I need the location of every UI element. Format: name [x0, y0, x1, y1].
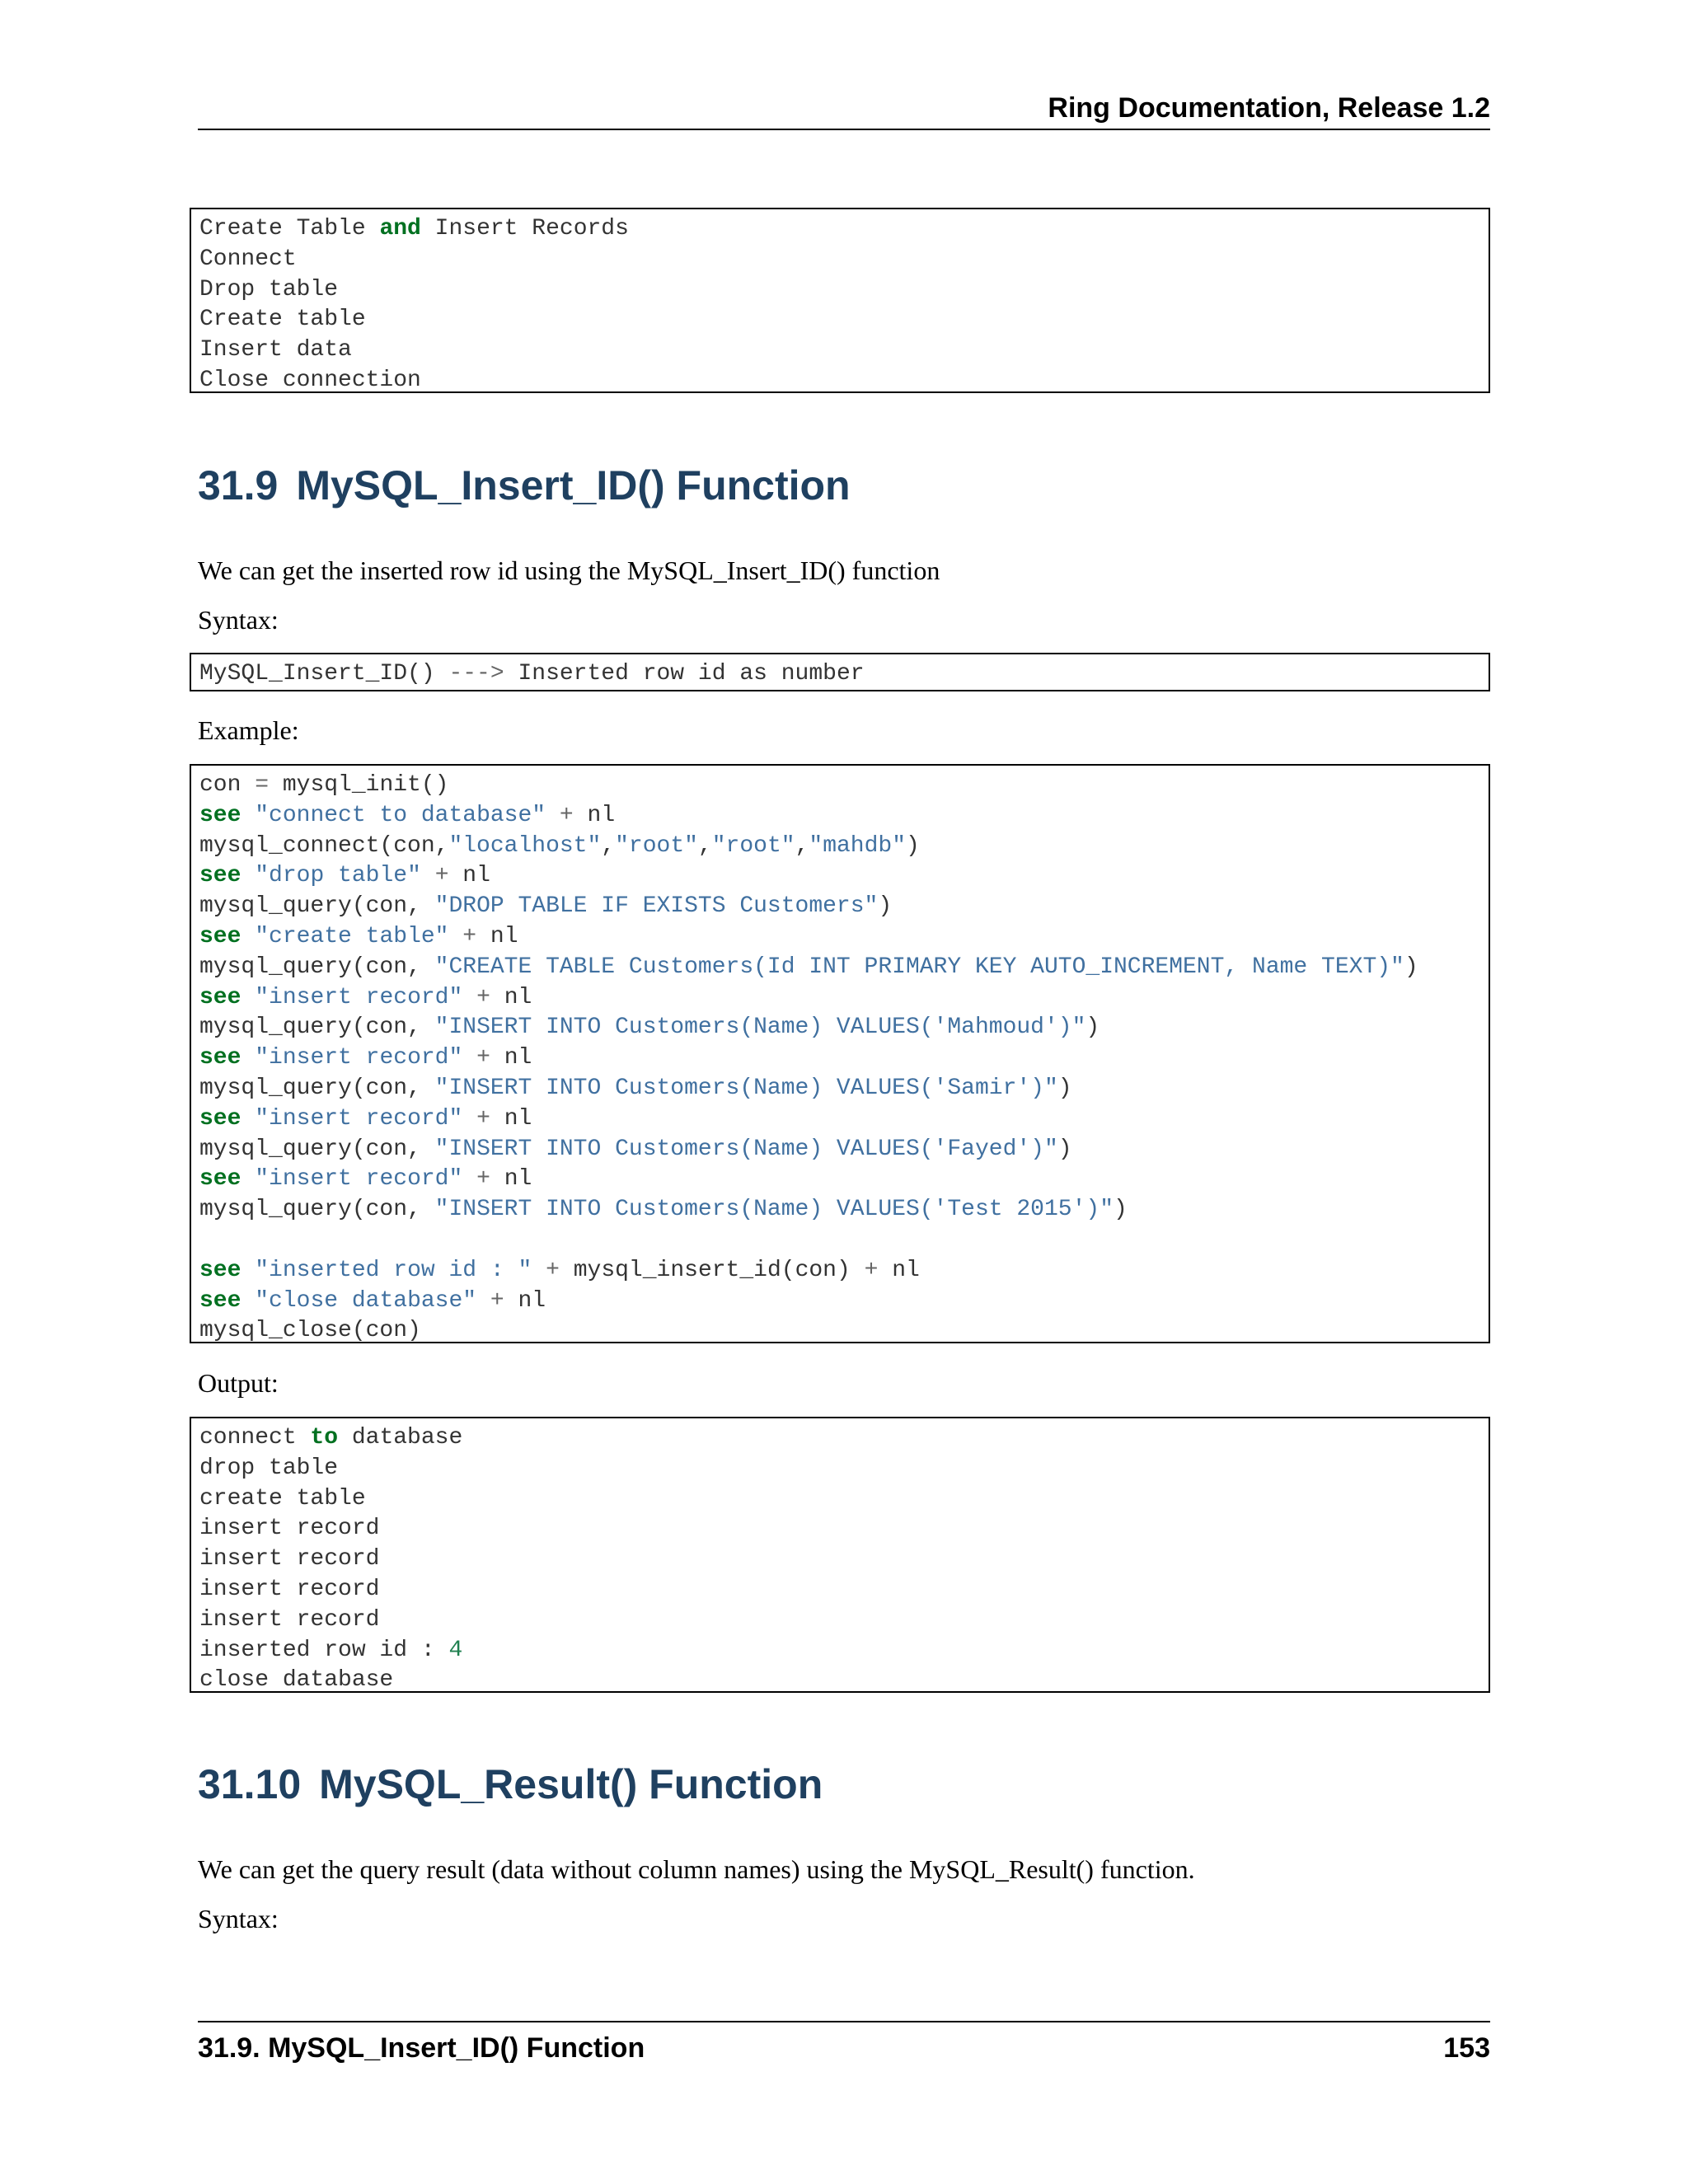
code-token: Drop table — [199, 276, 339, 302]
code-token: create table — [199, 1485, 366, 1511]
code-token: mysql_query(con, — [199, 1015, 435, 1041]
code-token — [462, 1045, 476, 1071]
operator-token: + — [476, 1105, 490, 1132]
code-token: nl — [878, 1257, 920, 1283]
code-token — [421, 863, 435, 888]
code-token: ) — [906, 832, 920, 859]
string-token: "create table" — [255, 923, 449, 949]
keyword-token: see — [199, 1257, 241, 1283]
code-block-output — [190, 1417, 1490, 1693]
section-number: 31.9 — [198, 462, 279, 509]
code-line — [199, 1544, 1489, 1575]
code-token: nl — [490, 1105, 532, 1132]
code-token: nl — [504, 1287, 546, 1314]
code-line — [199, 922, 1489, 953]
syntax-label: Syntax: — [198, 605, 279, 635]
intro-paragraph: We can get the inserted row id using the MySQL_Insert_ID() function — [198, 555, 940, 585]
code-token: ) — [1114, 1197, 1128, 1223]
code-token: mysql_connect(con, — [199, 832, 449, 859]
code-token: mysql_close(con) — [199, 1318, 421, 1344]
code-block-syntax — [190, 653, 1490, 691]
keyword-token: see — [199, 802, 241, 828]
code-token: close database — [199, 1667, 394, 1694]
code-token: Insert data — [199, 337, 352, 363]
example-label: Example: — [198, 715, 299, 745]
code-line — [199, 1043, 1489, 1074]
string-token: "INSERT INTO Customers(Name) VALUES('Samir')" — [434, 1075, 1058, 1101]
section-heading-2 — [198, 1760, 823, 1808]
code-line — [199, 801, 1489, 832]
code-line — [199, 1575, 1489, 1605]
code-line — [199, 953, 1489, 983]
code-token: , — [697, 832, 712, 859]
code-token — [462, 985, 476, 1010]
code-token — [448, 924, 462, 949]
code-line — [199, 214, 1489, 245]
string-token: "CREATE TABLE Customers(Id INT PRIMARY KEY AUTO_INCREMENT, Name TEXT)" — [434, 954, 1404, 980]
string-token: "DROP TABLE IF EXISTS Customers" — [434, 893, 879, 920]
operator-token: + — [559, 802, 574, 828]
code-token: Close connection — [199, 367, 421, 393]
section-title: MySQL_Insert_ID() Function — [296, 462, 851, 509]
code-token: Insert Records — [420, 216, 629, 241]
page-number: 153 — [1443, 2032, 1490, 2064]
code-token — [241, 1166, 255, 1192]
operator-token: + — [476, 984, 490, 1010]
string-token: "insert record" — [255, 1045, 463, 1071]
code-token — [241, 863, 255, 888]
code-token: ) — [1057, 1136, 1072, 1162]
code-line — [199, 1195, 1489, 1226]
code-token: nl — [573, 802, 616, 828]
string-token: "INSERT INTO Customers(Name) VALUES('Test 2015')" — [434, 1197, 1114, 1223]
string-token: "drop table" — [255, 863, 421, 889]
operator-token: + — [490, 1287, 504, 1314]
string-token: "insert record" — [255, 1166, 463, 1193]
code-token — [241, 924, 255, 949]
code-token — [476, 1288, 490, 1314]
code-token: insert record — [199, 1516, 380, 1542]
code-block-example — [190, 764, 1490, 1343]
section-title-2: MySQL_Result() Function — [319, 1761, 823, 1807]
code-token: Create Table — [199, 216, 380, 241]
code-token: insert record — [199, 1606, 380, 1633]
code-line — [199, 1484, 1489, 1515]
operator-token: + — [546, 1257, 560, 1283]
code-token — [241, 985, 255, 1010]
string-token: "root" — [711, 832, 795, 859]
string-token: "INSERT INTO Customers(Name) VALUES('Fayed')" — [434, 1136, 1058, 1162]
code-line — [199, 1605, 1489, 1636]
code-line — [199, 1286, 1489, 1317]
code-token: Connect — [199, 246, 297, 272]
code-token — [241, 1045, 255, 1071]
code-token: , — [601, 832, 616, 859]
code-line — [199, 1666, 1489, 1696]
code-line — [199, 1454, 1489, 1484]
code-token: database — [338, 1425, 463, 1451]
code-line — [199, 1423, 1489, 1454]
operator-token: + — [476, 1045, 490, 1071]
code-line — [199, 1316, 1489, 1347]
running-header: Ring Documentation, Release 1.2 — [1048, 92, 1490, 124]
code-line — [199, 892, 1489, 922]
code-token: connect — [199, 1425, 311, 1451]
code-line — [199, 245, 1489, 275]
code-line — [199, 771, 1489, 801]
string-token: "insert record" — [255, 1105, 463, 1132]
code-token — [241, 1258, 255, 1283]
code-line — [199, 832, 1489, 862]
code-line — [199, 1256, 1489, 1286]
code-token: insert record — [199, 1576, 380, 1602]
code-token: insert record — [199, 1546, 380, 1572]
keyword-token: see — [199, 1166, 241, 1193]
operator-token: + — [462, 923, 477, 949]
code-token: , — [795, 832, 809, 859]
code-line — [199, 983, 1489, 1014]
keyword-token: to — [310, 1425, 339, 1451]
keyword-token: and — [379, 216, 421, 241]
code-token — [241, 803, 255, 828]
code-line — [199, 335, 1489, 366]
code-token: ) — [1085, 1015, 1100, 1041]
keyword-token: see — [199, 1045, 241, 1071]
code-token — [462, 1106, 476, 1132]
section-heading — [198, 462, 851, 509]
operator-token: + — [434, 863, 449, 889]
code-token: mysql_query(con, — [199, 893, 435, 920]
code-line — [199, 1226, 1489, 1256]
code-token: mysql_query(con, — [199, 1136, 435, 1162]
code-token: nl — [490, 1045, 532, 1071]
code-token — [241, 1288, 255, 1314]
code-token: ) — [878, 893, 893, 920]
string-token: "close database" — [255, 1287, 477, 1314]
code-token: mysql_query(con, — [199, 1075, 435, 1101]
string-token: "connect to database" — [255, 802, 546, 828]
string-token: "insert record" — [255, 984, 463, 1010]
code-line — [199, 1104, 1489, 1135]
code-line — [199, 1636, 1489, 1666]
syntax-label-2: Syntax: — [198, 1904, 279, 1933]
code-line — [199, 861, 1489, 892]
intro-paragraph-2: We can get the query result (data without column names) using the MySQL_Result() function. — [198, 1854, 1195, 1884]
code-line — [199, 659, 1489, 690]
operator-token: ---> — [448, 661, 504, 687]
code-token: mysql_query(con, — [199, 1197, 435, 1223]
keyword-token: see — [199, 923, 241, 949]
code-line — [199, 1135, 1489, 1165]
keyword-token: see — [199, 1287, 241, 1314]
string-token: "mahdb" — [809, 832, 907, 859]
code-token: ) — [1404, 954, 1418, 980]
code-line — [199, 1013, 1489, 1043]
operator-token: = — [255, 772, 270, 798]
code-token: nl — [490, 984, 532, 1010]
string-token: "localhost" — [448, 832, 602, 859]
code-block-top-output — [190, 208, 1490, 393]
code-token: mysql_query(con, — [199, 954, 435, 980]
code-token — [532, 1258, 546, 1283]
string-token: "inserted row id : " — [255, 1257, 532, 1283]
number-token: 4 — [448, 1637, 463, 1663]
code-token: nl — [448, 863, 490, 889]
code-token: inserted row id : — [199, 1637, 449, 1663]
code-token — [546, 803, 560, 828]
code-token: Create table — [199, 307, 366, 333]
header-rule — [198, 129, 1490, 130]
code-token: mysql_init() — [269, 772, 449, 798]
section-number-2: 31.10 — [198, 1761, 302, 1807]
string-token: "INSERT INTO Customers(Name) VALUES('Mahmoud')" — [434, 1015, 1086, 1041]
keyword-token: see — [199, 863, 241, 889]
keyword-token: see — [199, 1105, 241, 1132]
code-line — [199, 1514, 1489, 1544]
code-line — [199, 366, 1489, 396]
code-token: ) — [1057, 1075, 1072, 1101]
code-token: mysql_insert_id(con) — [559, 1257, 865, 1283]
footer-section: 31.9. MySQL_Insert_ID() Function — [198, 2032, 645, 2064]
code-token: nl — [490, 1166, 532, 1193]
operator-token: + — [864, 1257, 879, 1283]
code-token: drop table — [199, 1455, 339, 1481]
footer-rule — [198, 2021, 1490, 2022]
keyword-token: see — [199, 984, 241, 1010]
string-token: "root" — [615, 832, 698, 859]
code-token — [241, 1106, 255, 1132]
code-line — [199, 305, 1489, 335]
code-line — [199, 1165, 1489, 1195]
code-line — [199, 1074, 1489, 1104]
code-token: nl — [476, 923, 518, 949]
code-token — [462, 1166, 476, 1192]
output-label: Output: — [198, 1368, 279, 1398]
code-token: con — [199, 772, 256, 798]
code-line — [199, 275, 1489, 306]
code-token: MySQL_Insert_ID() — [199, 661, 449, 687]
operator-token: + — [476, 1166, 490, 1193]
code-token: Inserted row id as number — [504, 661, 865, 687]
